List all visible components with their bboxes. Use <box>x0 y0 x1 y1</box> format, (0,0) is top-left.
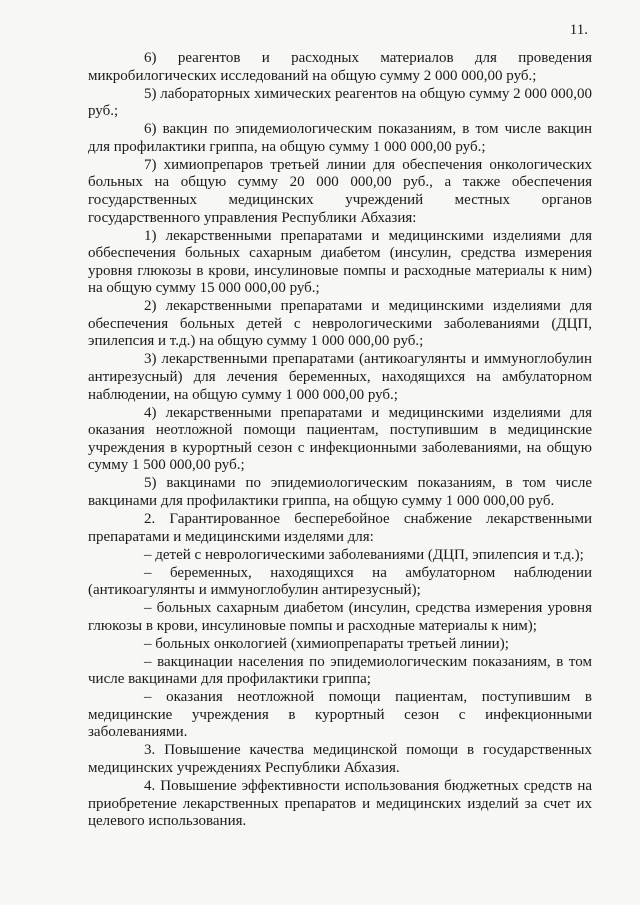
list-item-diabetes: – больных сахарным диабетом (инсулин, средства измерения уровня глюкозы в крови, инсулиновые помпы и расходные материалы к ним); <box>88 600 592 634</box>
paragraph-quality: 3. Повышение качества медицинской помощи в государственных медицинских учреждениях Республики Абхазия. <box>88 742 592 776</box>
page-number: 11. <box>569 22 588 38</box>
paragraph-diabetes-supplies: 1) лекарственными препаратами и медицинскими изделиями для оббеспечения больных сахарным диабетом (инсулин, средства измерения уровня глюкозы в крови, инсулиновые помпы и расходные материалы к ним) на общую сумму 15 000 000,00 руб.; <box>88 227 592 297</box>
paragraph-reagents: 6) реагентов и расходных материалов для проведения микробилогических исследований на общую сумму 2 000 000,00 руб.; <box>88 50 592 84</box>
paragraph-guaranteed-supply: 2. Гарантированное бесперебойное снабжение лекарственными препаратами и медицинскими изделями для: <box>88 510 592 545</box>
paragraph-efficiency: 4. Повышение эффективности использования бюджетных средств на приобретение лекарственных препаратов и медицинских изделий за счет их целевого использования. <box>88 777 592 830</box>
list-item-pregnancy: – беременных, находящихся на амбулаторном наблюдении (антикоагулянты и иммуноглобулин антирезусный); <box>88 564 592 599</box>
paragraph-vaccines: 6) вакцин по эпидемиологическим показаниям, в том числе вакцин для профилактики гриппа, на общую сумму 1 000 000,00 руб.; <box>88 121 592 155</box>
list-item-neurology: – детей с неврологическими заболеваниями (ДЦП, эпилепсия и т.д.); <box>144 546 584 563</box>
list-item-emergency: – оказания неотложной помощи пациентам, поступившим в медицинские учреждения в курортный сезон с инфекционными заболеваниями. <box>88 689 592 741</box>
paragraph-vaccination-supplies: 5) вакцинами по эпидемиологическим показаниям, в том числе вакцинами для профилактики гриппа, на общую сумму 1 000 000,00 руб. <box>88 475 592 509</box>
paragraph-lab-reagents: 5) лабораторных химических реагентов на общую сумму 2 000 000,00 руб.; <box>88 85 592 120</box>
paragraph-emergency-supplies: 4) лекарственными препаратами и медицинскими изделиями для оказания неотложной помощи пациентам, поступившим в медицинские учреждения в курортный сезон с инфекционными заболеваниями, на общую сумму 1 500 000,00 руб.; <box>88 404 592 474</box>
document-body <box>88 50 592 831</box>
list-item-oncology: – больных онкологией (химиопрепараты третьей линии); <box>144 635 509 652</box>
paragraph-neurology-supplies: 2) лекарственными препаратами и медицинскими изделиями для обеспечения больных детей с неврологическими заболеваниями (ДЦП, эпилепсия и т.д.) на общую сумму 1 000 000,00 руб.; <box>88 298 592 350</box>
paragraph-pregnancy-supplies: 3) лекарственными препаратами (антикоагулянты и иммуноглобулин антирезусный) для лечения беременных, находящихся на амбулаторном наблюдении, на общую сумму 1 000 000,00 руб.; <box>88 351 592 403</box>
list-item-vaccination: – вакцинации населения по эпидемиологическим показаниям, в том числе вакцинами для профилактики гриппа; <box>88 653 592 688</box>
paragraph-chemotherapy: 7) химиопрепаров третьей линии для обеспечения онкологических больных на общую сумму 20 000 000,00 руб., а также обеспечения государственных медицинских учреждений местных органов государственного управления Республики Абхазия: <box>88 156 592 226</box>
